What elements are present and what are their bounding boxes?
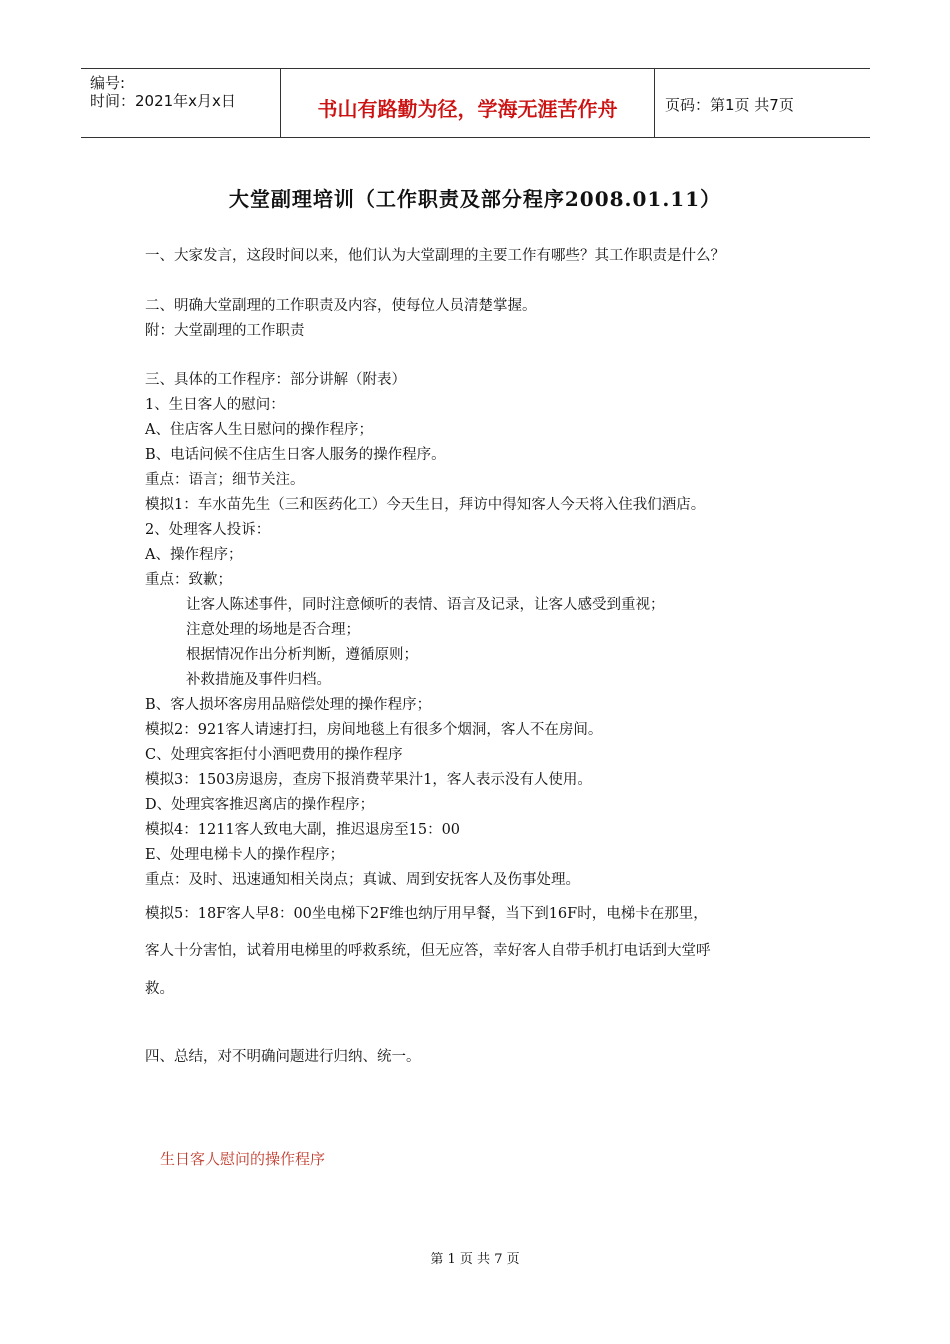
page-footer: 第 1 页 共 7 页 (430, 1252, 520, 1267)
key-point-2: 重点：致歉； (145, 572, 232, 588)
header-motto-cell (281, 69, 655, 137)
item-2e: E、处理电梯卡人的操作程序； (145, 847, 345, 863)
key-point-2-detail: 让客人陈述事件，同时注意倾听的表情、语言及记录，让客人感受到重视； (186, 597, 665, 613)
header-page-cell (655, 69, 870, 137)
simulation-4: 模拟4：1211客人致电大副，推迟退房至15：00 (145, 822, 461, 838)
simulation-5-cont: 客人十分害怕，试着用电梯里的呼救系统，但无应答，幸好客人自带手机打电话到大堂呼 (145, 943, 711, 959)
simulation-2: 模拟2：921客人请速打扫，房间地毯上有很多个烟洞，客人不在房间。 (145, 722, 603, 738)
key-point-2-detail: 注意处理的场地是否合理； (186, 622, 360, 638)
simulation-1: 模拟1：车水苗先生（三和医药化工）今天生日，拜访中得知客人今天将入住我们酒店。 (145, 497, 706, 513)
number-label: 编号: (90, 74, 126, 92)
item-2a: A、操作程序； (145, 547, 243, 563)
section-3: 三、具体的工作程序：部分讲解（附表） (145, 372, 406, 388)
key-point-3: 重点：及时、迅速通知相关岗点；真诚、周到安抚客人及伤事处理。 (145, 872, 580, 888)
time-label: 时间：2021年x月x日 (90, 92, 236, 110)
appendix-note: 附：大堂副理的工作职责 (145, 323, 305, 339)
section-2: 二、明确大堂副理的工作职责及内容，使每位人员清楚掌握。 (145, 298, 537, 314)
item-2c: C、处理宾客拒付小酒吧费用的操作程序 (145, 747, 403, 763)
item-1b: B、电话问候不住店生日客人服务的操作程序。 (145, 447, 446, 463)
motto-text: 书山有路勤为径，学海无涯苦作舟 (317, 97, 618, 121)
key-point-2-detail: 根据情况作出分析判断，遵循原则； (186, 647, 418, 663)
key-point-2-detail: 补救措施及事件归档。 (186, 672, 331, 688)
item-2b: B、客人损坏客房用品赔偿处理的操作程序； (145, 697, 432, 713)
birthday-procedure-link[interactable]: 生日客人慰问的操作程序 (160, 1150, 326, 1168)
item-2: 2、处理客人投诉： (145, 522, 271, 538)
key-point-1: 重点：语言；细节关注。 (145, 472, 305, 488)
item-2d: D、处理宾客推迟离店的操作程序； (145, 797, 375, 813)
simulation-5: 模拟5：18F客人早8：00坐电梯下2F维也纳厅用早餐，当下到16F时，电梯卡在那里， (145, 906, 708, 922)
simulation-5-cont: 救。 (145, 981, 174, 997)
document-header (81, 68, 870, 138)
section-4: 四、总结，对不明确问题进行归纳、统一。 (145, 1049, 421, 1065)
document-title: 大堂副理培训（工作职责及部分程序2008.01.11） (228, 187, 722, 211)
section-1: 一、大家发言，这段时间以来，他们认为大堂副理的主要工作有哪些？其工作职责是什么？ (145, 248, 725, 264)
item-1: 1、生日客人的慰问： (145, 397, 285, 413)
page-info: 页码：第1页 共7页 (665, 96, 794, 114)
simulation-3: 模拟3：1503房退房，查房下报消费苹果汁1，客人表示没有人使用。 (145, 772, 592, 788)
header-meta-cell (81, 69, 281, 137)
item-1a: A、住店客人生日慰问的操作程序； (145, 422, 373, 438)
